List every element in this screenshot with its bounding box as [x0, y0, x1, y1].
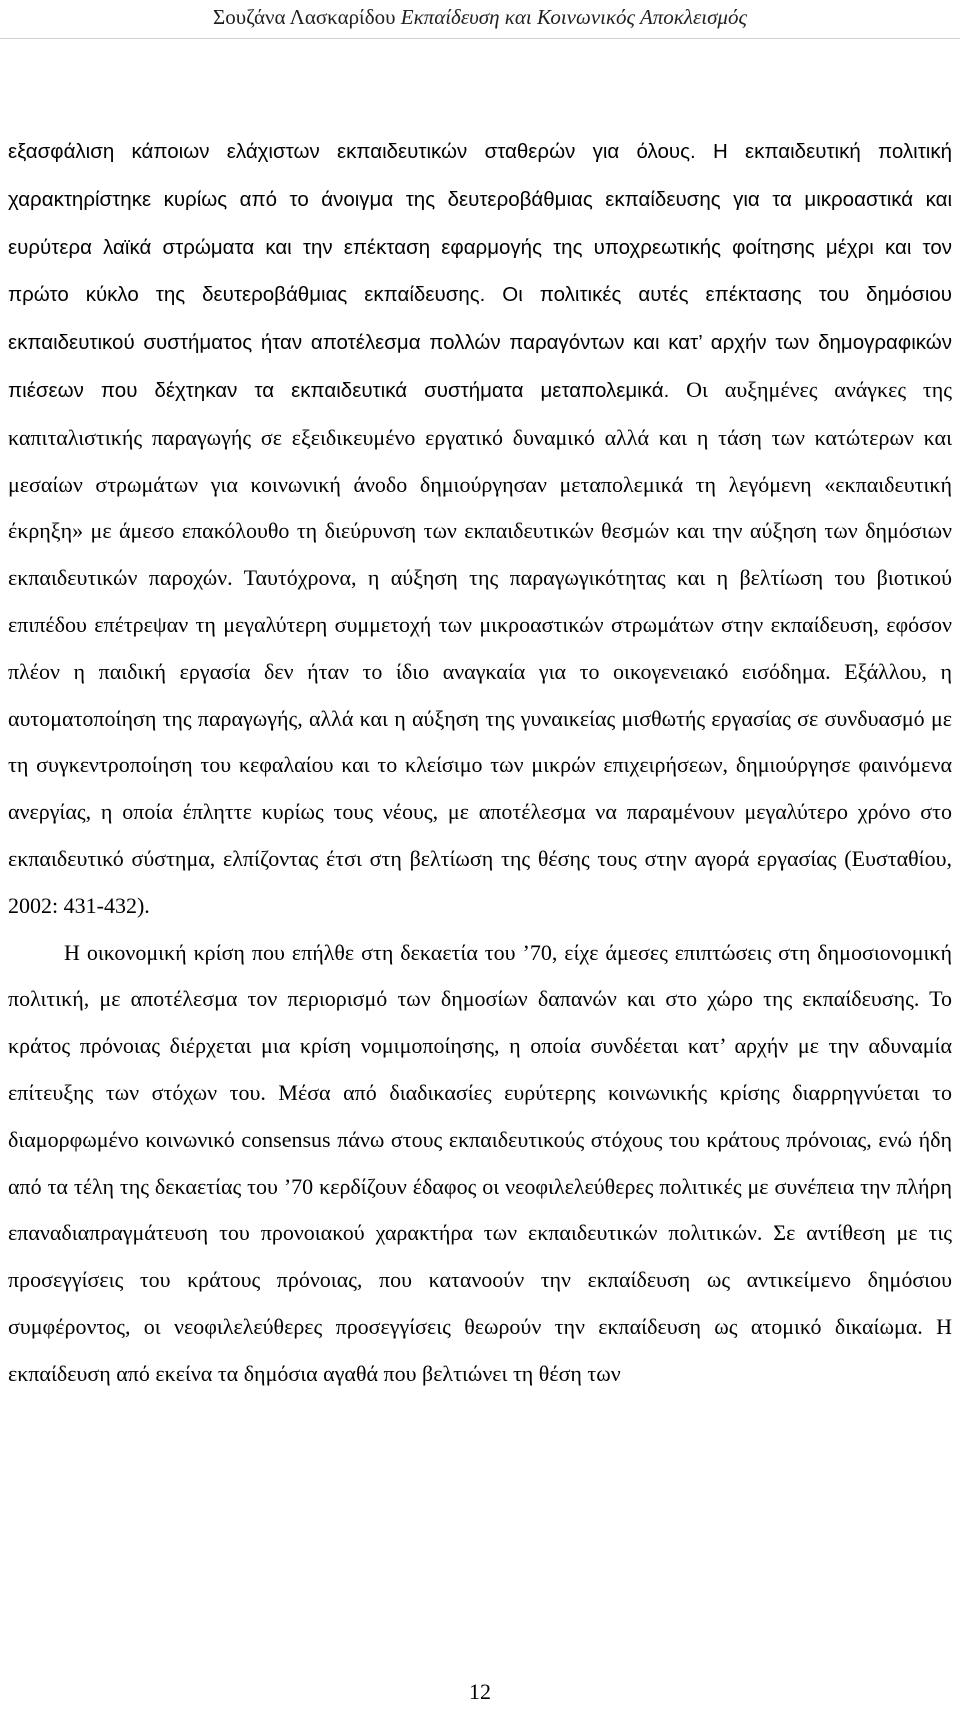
- page-body: [8, 128, 952, 1398]
- paragraph-1: [8, 128, 952, 930]
- paragraph-2: Η οικονομική κρίση που επήλθε στη δεκαετία του ’70, είχε άμεσες επιπτώσεις στη δημοσιονομική πολιτική, με αποτέλεσμα τον περιορισμό των δημοσίων δαπανών και στο χώρο της εκπαίδευσης. Το κράτος πρόνοιας διέρχεται μια κρίση νομιμοποίησης, η οποία συνδέεται κατ’ αρχήν με την αδυναμία επίτευξης των στόχων του. Μέσα από διαδικασίες ευρύτερης κοινωνικής κρίσης διαρρηγνύεται το διαμορφωμένο κοινωνικό consensus πάνω στους εκπαιδευτικούς στόχους του κράτους πρόνοιας, ενώ ήδη από τα τέλη της δεκαετίας του ’70 κερδίζουν έδαφος οι νεοφιλελεύθερες πολιτικές με συνέπεια την πλήρη επαναδιαπραγμάτευση του προνοιακού χαρακτήρα των εκπαιδευτικών πολιτικών. Σε αντίθεση με τις προσεγγίσεις του κράτους πρόνοιας, που κατανοούν την εκπαίδευση ως αντικείμενο δημόσιου συμφέροντος, οι νεοφιλελεύθερες προσεγγίσεις θεωρούν την εκπαίδευση ως ατομικό δικαίωμα. Η εκπαίδευση από εκείνα τα δημόσια αγαθά που βελτιώνει τη θέση των: [8, 939, 952, 1386]
- header-divider: [0, 38, 960, 39]
- running-header: [0, 4, 960, 30]
- header-author: Σουζάνα Λασκαρίδου: [212, 5, 396, 29]
- page-number: 12: [469, 1679, 491, 1704]
- paragraph-1-sans-text: εξασφάλιση κάποιων ελάχιστων εκπαιδευτικών σταθερών για όλους. Η εκπαιδευτική πολιτική χαρακτηρίστηκε κυρίως από το άνοιγμα της δευτεροβάθμιας εκπαίδευσης για τα μικροαστικά και ευρύτερα λαϊκά στρώματα και την επέκταση εφαρμογής της υποχρεωτικής φοίτησης μέχρι και τον πρώτο κύκλο της δευτεροβάθμιας εκπαίδευσης. Οι πολιτικές αυτές επέκτασης του δημόσιου εκπαιδευτικού συστήματος ήταν αποτέλεσμα πολλών παραγόντων και κατ’ αρχήν των δημογραφικών πιέσεων που δέχτηκαν τα εκπαιδευτικά συστήματα μεταπολεμικά.: [8, 140, 952, 402]
- header-title: Εκπαίδευση και Κοινωνικός Αποκλεισμός: [400, 5, 747, 29]
- paragraph-1-serif-text: Οι αυξημένες ανάγκες της καπιταλιστικής παραγωγής σε εξειδικευμένο εργατικό δυναμικό αλλά και η τάση των κατώτερων και μεσαίων στρωμάτων για κοινωνική άνοδο δημιούργησαν μεταπολεμικά τη λεγόμενη «εκπαιδευτική έκρηξη» με άμεσο επακόλουθο τη διεύρυνση των εκπαιδευτικών θεσμών και την αύξηση των δημόσιων εκπαιδευτικών παροχών. Ταυτόχρονα, η αύξηση της παραγωγικότητας και η βελτίωση του βιοτικού επιπέδου επέτρεψαν τη μεγαλύτερη συμμετοχή των μικροαστικών στρωμάτων στην εκπαίδευση, εφόσον πλέον η παιδική εργασία δεν ήταν το ίδιο αναγκαία για το οικογενειακό εισόδημα. Εξάλλου, η αυτοματοποίηση της παραγωγής, αλλά και η αύξηση της γυναικείας μισθωτής εργασίας σε συνδυασμό με τη συγκεντροποίηση του κεφαλαίου και το κλείσιμο των μικρών επιχειρήσεων, δημιούργησε φαινόμενα ανεργίας, η οποία έπληττε κυρίως τους νέους, με αποτέλεσμα να παραμένουν μεγαλύτερο χρόνο στο εκπαιδευτικό σύστημα, ελπίζοντας έτσι στη βελτίωση της θέσης τους στην αγορά εργασίας (Ευσταθίου, 2002: 431-432).: [8, 376, 952, 918]
